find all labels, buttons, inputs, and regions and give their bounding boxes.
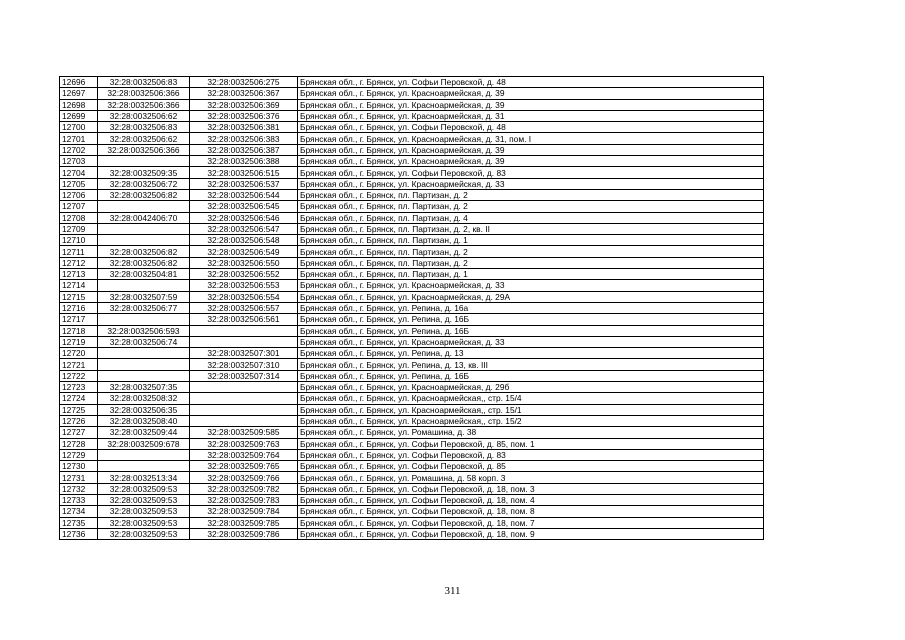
address-cell: Брянская обл., г. Брянск, ул. Ромашина, д. 38 — [298, 427, 764, 438]
row-number-cell: 12735 — [60, 517, 98, 528]
object-cadastral-cell: 32:28:0032507:314 — [190, 370, 298, 381]
table-row — [60, 133, 764, 144]
object-cadastral-cell — [190, 393, 298, 404]
address-cell: Брянская обл., г. Брянск, ул. Красноармейская, д. 33 — [298, 336, 764, 347]
table-row — [60, 393, 764, 404]
registry-table-body — [60, 77, 764, 540]
row-number-cell: 12701 — [60, 133, 98, 144]
table-row — [60, 257, 764, 268]
row-number-cell: 12721 — [60, 359, 98, 370]
parcel-cadastral-cell — [98, 359, 190, 370]
object-cadastral-cell: 32:28:0032506:557 — [190, 302, 298, 313]
table-row — [60, 201, 764, 212]
parcel-cadastral-cell — [98, 314, 190, 325]
table-row — [60, 336, 764, 347]
address-cell: Брянская обл., г. Брянск, пл. Партизан, д. 2 — [298, 201, 764, 212]
parcel-cadastral-cell: 32:28:0032506:83 — [98, 122, 190, 133]
object-cadastral-cell: 32:28:0032506:369 — [190, 99, 298, 110]
address-cell: Брянская обл., г. Брянск, ул. Красноармейская, д. 29б — [298, 382, 764, 393]
table-row — [60, 156, 764, 167]
parcel-cadastral-cell: 32:28:0032507:35 — [98, 382, 190, 393]
table-row — [60, 438, 764, 449]
row-number-cell: 12698 — [60, 99, 98, 110]
parcel-cadastral-cell: 32:28:0032513:34 — [98, 472, 190, 483]
address-cell: Брянская обл., г. Брянск, пл. Партизан, д. 1 — [298, 269, 764, 280]
table-row — [60, 122, 764, 133]
row-number-cell: 12706 — [60, 189, 98, 200]
parcel-cadastral-cell — [98, 156, 190, 167]
table-row — [60, 472, 764, 483]
table-row — [60, 235, 764, 246]
table-row — [60, 494, 764, 505]
object-cadastral-cell: 32:28:0032509:782 — [190, 483, 298, 494]
row-number-cell: 12725 — [60, 404, 98, 415]
parcel-cadastral-cell: 32:28:0032509:53 — [98, 517, 190, 528]
object-cadastral-cell — [190, 404, 298, 415]
parcel-cadastral-cell: 32:28:0032506:366 — [98, 144, 190, 155]
parcel-cadastral-cell: 32:28:0032508:40 — [98, 415, 190, 426]
row-number-cell: 12704 — [60, 167, 98, 178]
address-cell: Брянская обл., г. Брянск, ул. Софьи Перовской, д. 18, пом. 8 — [298, 506, 764, 517]
address-cell: Брянская обл., г. Брянск, ул. Красноармейская, д. 29А — [298, 291, 764, 302]
object-cadastral-cell: 32:28:0032506:552 — [190, 269, 298, 280]
parcel-cadastral-cell: 32:28:0032506:62 — [98, 133, 190, 144]
address-cell: Брянская обл., г. Брянск, ул. Красноармейская, д. 33 — [298, 178, 764, 189]
address-cell: Брянская обл., г. Брянск, ул. Софьи Перовской, д. 83 — [298, 449, 764, 460]
address-cell: Брянская обл., г. Брянск, ул. Красноармейская, д. 31 — [298, 110, 764, 121]
address-cell: Брянская обл., г. Брянск, пл. Партизан, д. 1 — [298, 235, 764, 246]
row-number-cell: 12719 — [60, 336, 98, 347]
object-cadastral-cell: 32:28:0032506:537 — [190, 178, 298, 189]
object-cadastral-cell: 32:28:0032506:547 — [190, 223, 298, 234]
address-cell: Брянская обл., г. Брянск, ул. Софьи Перовской, д. 18, пом. 9 — [298, 528, 764, 539]
row-number-cell: 12727 — [60, 427, 98, 438]
table-row — [60, 370, 764, 381]
address-cell: Брянская обл., г. Брянск, ул. Красноармейская,, стр. 15/2 — [298, 415, 764, 426]
row-number-cell: 12726 — [60, 415, 98, 426]
parcel-cadastral-cell: 32:28:0032509:35 — [98, 167, 190, 178]
table-row — [60, 415, 764, 426]
object-cadastral-cell: 32:28:0032506:549 — [190, 246, 298, 257]
row-number-cell: 12709 — [60, 223, 98, 234]
table-row — [60, 291, 764, 302]
parcel-cadastral-cell: 32:28:0032507:59 — [98, 291, 190, 302]
parcel-cadastral-cell: 32:28:0032506:366 — [98, 99, 190, 110]
row-number-cell: 12714 — [60, 280, 98, 291]
parcel-cadastral-cell: 32:28:0032506:35 — [98, 404, 190, 415]
address-cell: Брянская обл., г. Брянск, ул. Софьи Перовской, д. 18, пом. 4 — [298, 494, 764, 505]
parcel-cadastral-cell: 32:28:0032509:53 — [98, 483, 190, 494]
address-cell: Брянская обл., г. Брянск, ул. Репина, д. 13 — [298, 348, 764, 359]
object-cadastral-cell: 32:28:0032506:545 — [190, 201, 298, 212]
table-row — [60, 461, 764, 472]
table-row — [60, 382, 764, 393]
table-row — [60, 404, 764, 415]
row-number-cell: 12728 — [60, 438, 98, 449]
row-number-cell: 12722 — [60, 370, 98, 381]
address-cell: Брянская обл., г. Брянск, ул. Репина, д. 16Б — [298, 370, 764, 381]
object-cadastral-cell: 32:28:0032506:546 — [190, 212, 298, 223]
address-cell: Брянская обл., г. Брянск, ул. Софьи Перовской, д. 18, пом. 3 — [298, 483, 764, 494]
address-cell: Брянская обл., г. Брянск, ул. Красноармейская, д. 39 — [298, 156, 764, 167]
address-cell: Брянская обл., г. Брянск, ул. Софьи Перовской, д. 48 — [298, 122, 764, 133]
row-number-cell: 12716 — [60, 302, 98, 313]
address-cell: Брянская обл., г. Брянск, ул. Репина, д. 16Б — [298, 314, 764, 325]
object-cadastral-cell: 32:28:0032506:388 — [190, 156, 298, 167]
table-row — [60, 110, 764, 121]
table-row — [60, 77, 764, 88]
address-cell: Брянская обл., г. Брянск, ул. Красноармейская,, стр. 15/4 — [298, 393, 764, 404]
address-cell: Брянская обл., г. Брянск, пл. Партизан, д. 2, кв. II — [298, 223, 764, 234]
parcel-cadastral-cell — [98, 235, 190, 246]
row-number-cell: 12729 — [60, 449, 98, 460]
address-cell: Брянская обл., г. Брянск, ул. Софьи Перовской, д. 85 — [298, 461, 764, 472]
parcel-cadastral-cell: 32:28:0032509:678 — [98, 438, 190, 449]
object-cadastral-cell: 32:28:0032506:548 — [190, 235, 298, 246]
object-cadastral-cell — [190, 382, 298, 393]
object-cadastral-cell: 32:28:0032506:387 — [190, 144, 298, 155]
object-cadastral-cell: 32:28:0032509:786 — [190, 528, 298, 539]
parcel-cadastral-cell: 32:28:0032506:62 — [98, 110, 190, 121]
object-cadastral-cell: 32:28:0032507:310 — [190, 359, 298, 370]
address-cell: Брянская обл., г. Брянск, ул. Красноармейская, д. 39 — [298, 99, 764, 110]
object-cadastral-cell: 32:28:0032506:561 — [190, 314, 298, 325]
row-number-cell: 12696 — [60, 77, 98, 88]
object-cadastral-cell: 32:28:0032509:765 — [190, 461, 298, 472]
object-cadastral-cell: 32:28:0032506:554 — [190, 291, 298, 302]
parcel-cadastral-cell: 32:28:0032506:72 — [98, 178, 190, 189]
row-number-cell: 12711 — [60, 246, 98, 257]
object-cadastral-cell: 32:28:0032506:515 — [190, 167, 298, 178]
table-row — [60, 325, 764, 336]
address-cell: Брянская обл., г. Брянск, ул. Софьи Перовской, д. 83 — [298, 167, 764, 178]
table-row — [60, 223, 764, 234]
row-number-cell: 12734 — [60, 506, 98, 517]
row-number-cell: 12732 — [60, 483, 98, 494]
address-cell: Брянская обл., г. Брянск, ул. Красноармейская, д. 39 — [298, 88, 764, 99]
parcel-cadastral-cell: 32:28:0032506:366 — [98, 88, 190, 99]
row-number-cell: 12703 — [60, 156, 98, 167]
parcel-cadastral-cell — [98, 461, 190, 472]
row-number-cell: 12718 — [60, 325, 98, 336]
parcel-cadastral-cell: 32:28:0032506:593 — [98, 325, 190, 336]
object-cadastral-cell — [190, 336, 298, 347]
table-row — [60, 189, 764, 200]
table-row — [60, 212, 764, 223]
row-number-cell: 12720 — [60, 348, 98, 359]
table-row — [60, 483, 764, 494]
object-cadastral-cell: 32:28:0032509:785 — [190, 517, 298, 528]
object-cadastral-cell: 32:28:0032509:784 — [190, 506, 298, 517]
parcel-cadastral-cell: 32:28:0032509:44 — [98, 427, 190, 438]
object-cadastral-cell: 32:28:0032506:367 — [190, 88, 298, 99]
table-row — [60, 506, 764, 517]
row-number-cell: 12700 — [60, 122, 98, 133]
object-cadastral-cell — [190, 325, 298, 336]
object-cadastral-cell: 32:28:0032506:550 — [190, 257, 298, 268]
page-number: 311 — [444, 585, 461, 597]
table-row — [60, 302, 764, 313]
object-cadastral-cell: 32:28:0032506:376 — [190, 110, 298, 121]
table-row — [60, 178, 764, 189]
row-number-cell: 12713 — [60, 269, 98, 280]
object-cadastral-cell — [190, 415, 298, 426]
row-number-cell: 12702 — [60, 144, 98, 155]
object-cadastral-cell: 32:28:0032506:383 — [190, 133, 298, 144]
address-cell: Брянская обл., г. Брянск, пл. Партизан, д. 2 — [298, 257, 764, 268]
parcel-cadastral-cell: 32:28:0032506:83 — [98, 77, 190, 88]
row-number-cell: 12707 — [60, 201, 98, 212]
table-row — [60, 427, 764, 438]
row-number-cell: 12715 — [60, 291, 98, 302]
table-row — [60, 348, 764, 359]
object-cadastral-cell: 32:28:0032509:585 — [190, 427, 298, 438]
address-cell: Брянская обл., г. Брянск, ул. Красноармейская, д. 39 — [298, 144, 764, 155]
address-cell: Брянская обл., г. Брянск, ул. Репина, д. 13, кв. III — [298, 359, 764, 370]
address-cell: Брянская обл., г. Брянск, ул. Репина, д. 16Б — [298, 325, 764, 336]
table-row — [60, 269, 764, 280]
object-cadastral-cell: 32:28:0032509:763 — [190, 438, 298, 449]
row-number-cell: 12705 — [60, 178, 98, 189]
table-row — [60, 314, 764, 325]
parcel-cadastral-cell: 32:28:0042406:70 — [98, 212, 190, 223]
table-row — [60, 246, 764, 257]
address-cell: Брянская обл., г. Брянск, ул. Красноармейская,, стр. 15/1 — [298, 404, 764, 415]
table-row — [60, 449, 764, 460]
row-number-cell: 12717 — [60, 314, 98, 325]
row-number-cell: 12708 — [60, 212, 98, 223]
row-number-cell: 12724 — [60, 393, 98, 404]
address-cell: Брянская обл., г. Брянск, ул. Софьи Перовской, д. 48 — [298, 77, 764, 88]
address-cell: Брянская обл., г. Брянск, ул. Софьи Перовской, д. 18, пом. 7 — [298, 517, 764, 528]
parcel-cadastral-cell: 32:28:0032504:81 — [98, 269, 190, 280]
address-cell: Брянская обл., г. Брянск, пл. Партизан, д. 4 — [298, 212, 764, 223]
object-cadastral-cell: 32:28:0032506:275 — [190, 77, 298, 88]
table-row — [60, 528, 764, 539]
object-cadastral-cell: 32:28:0032509:783 — [190, 494, 298, 505]
parcel-cadastral-cell: 32:28:0032508:32 — [98, 393, 190, 404]
row-number-cell: 12733 — [60, 494, 98, 505]
row-number-cell: 12731 — [60, 472, 98, 483]
parcel-cadastral-cell: 32:28:0032506:74 — [98, 336, 190, 347]
parcel-cadastral-cell: 32:28:0032509:53 — [98, 494, 190, 505]
parcel-cadastral-cell: 32:28:0032506:82 — [98, 257, 190, 268]
parcel-cadastral-cell: 32:28:0032509:53 — [98, 528, 190, 539]
parcel-cadastral-cell — [98, 348, 190, 359]
table-row — [60, 99, 764, 110]
table-row — [60, 359, 764, 370]
parcel-cadastral-cell — [98, 223, 190, 234]
row-number-cell: 12730 — [60, 461, 98, 472]
parcel-cadastral-cell: 32:28:0032506:82 — [98, 189, 190, 200]
parcel-cadastral-cell — [98, 280, 190, 291]
parcel-cadastral-cell — [98, 370, 190, 381]
table-row — [60, 88, 764, 99]
object-cadastral-cell: 32:28:0032506:381 — [190, 122, 298, 133]
address-cell: Брянская обл., г. Брянск, пл. Партизан, д. 2 — [298, 189, 764, 200]
row-number-cell: 12710 — [60, 235, 98, 246]
table-row — [60, 517, 764, 528]
row-number-cell: 12736 — [60, 528, 98, 539]
object-cadastral-cell: 32:28:0032509:766 — [190, 472, 298, 483]
address-cell: Брянская обл., г. Брянск, ул. Репина, д. 16а — [298, 302, 764, 313]
address-cell: Брянская обл., г. Брянск, ул. Ромашина, д. 58 корп. 3 — [298, 472, 764, 483]
parcel-cadastral-cell — [98, 201, 190, 212]
object-cadastral-cell: 32:28:0032506:544 — [190, 189, 298, 200]
address-cell: Брянская обл., г. Брянск, ул. Красноармейская, д. 31, пом. I — [298, 133, 764, 144]
row-number-cell: 12699 — [60, 110, 98, 121]
object-cadastral-cell: 32:28:0032509:764 — [190, 449, 298, 460]
parcel-cadastral-cell — [98, 449, 190, 460]
parcel-cadastral-cell: 32:28:0032506:77 — [98, 302, 190, 313]
registry-table — [59, 76, 764, 540]
object-cadastral-cell: 32:28:0032506:553 — [190, 280, 298, 291]
table-row — [60, 167, 764, 178]
table-row — [60, 144, 764, 155]
address-cell: Брянская обл., г. Брянск, пл. Партизан, д. 2 — [298, 246, 764, 257]
parcel-cadastral-cell: 32:28:0032506:82 — [98, 246, 190, 257]
object-cadastral-cell: 32:28:0032507:301 — [190, 348, 298, 359]
row-number-cell: 12723 — [60, 382, 98, 393]
row-number-cell: 12712 — [60, 257, 98, 268]
address-cell: Брянская обл., г. Брянск, ул. Красноармейская, д. 33 — [298, 280, 764, 291]
table-row — [60, 280, 764, 291]
parcel-cadastral-cell: 32:28:0032509:53 — [98, 506, 190, 517]
address-cell: Брянская обл., г. Брянск, ул. Софьи Перовской, д. 85, пом. 1 — [298, 438, 764, 449]
row-number-cell: 12697 — [60, 88, 98, 99]
